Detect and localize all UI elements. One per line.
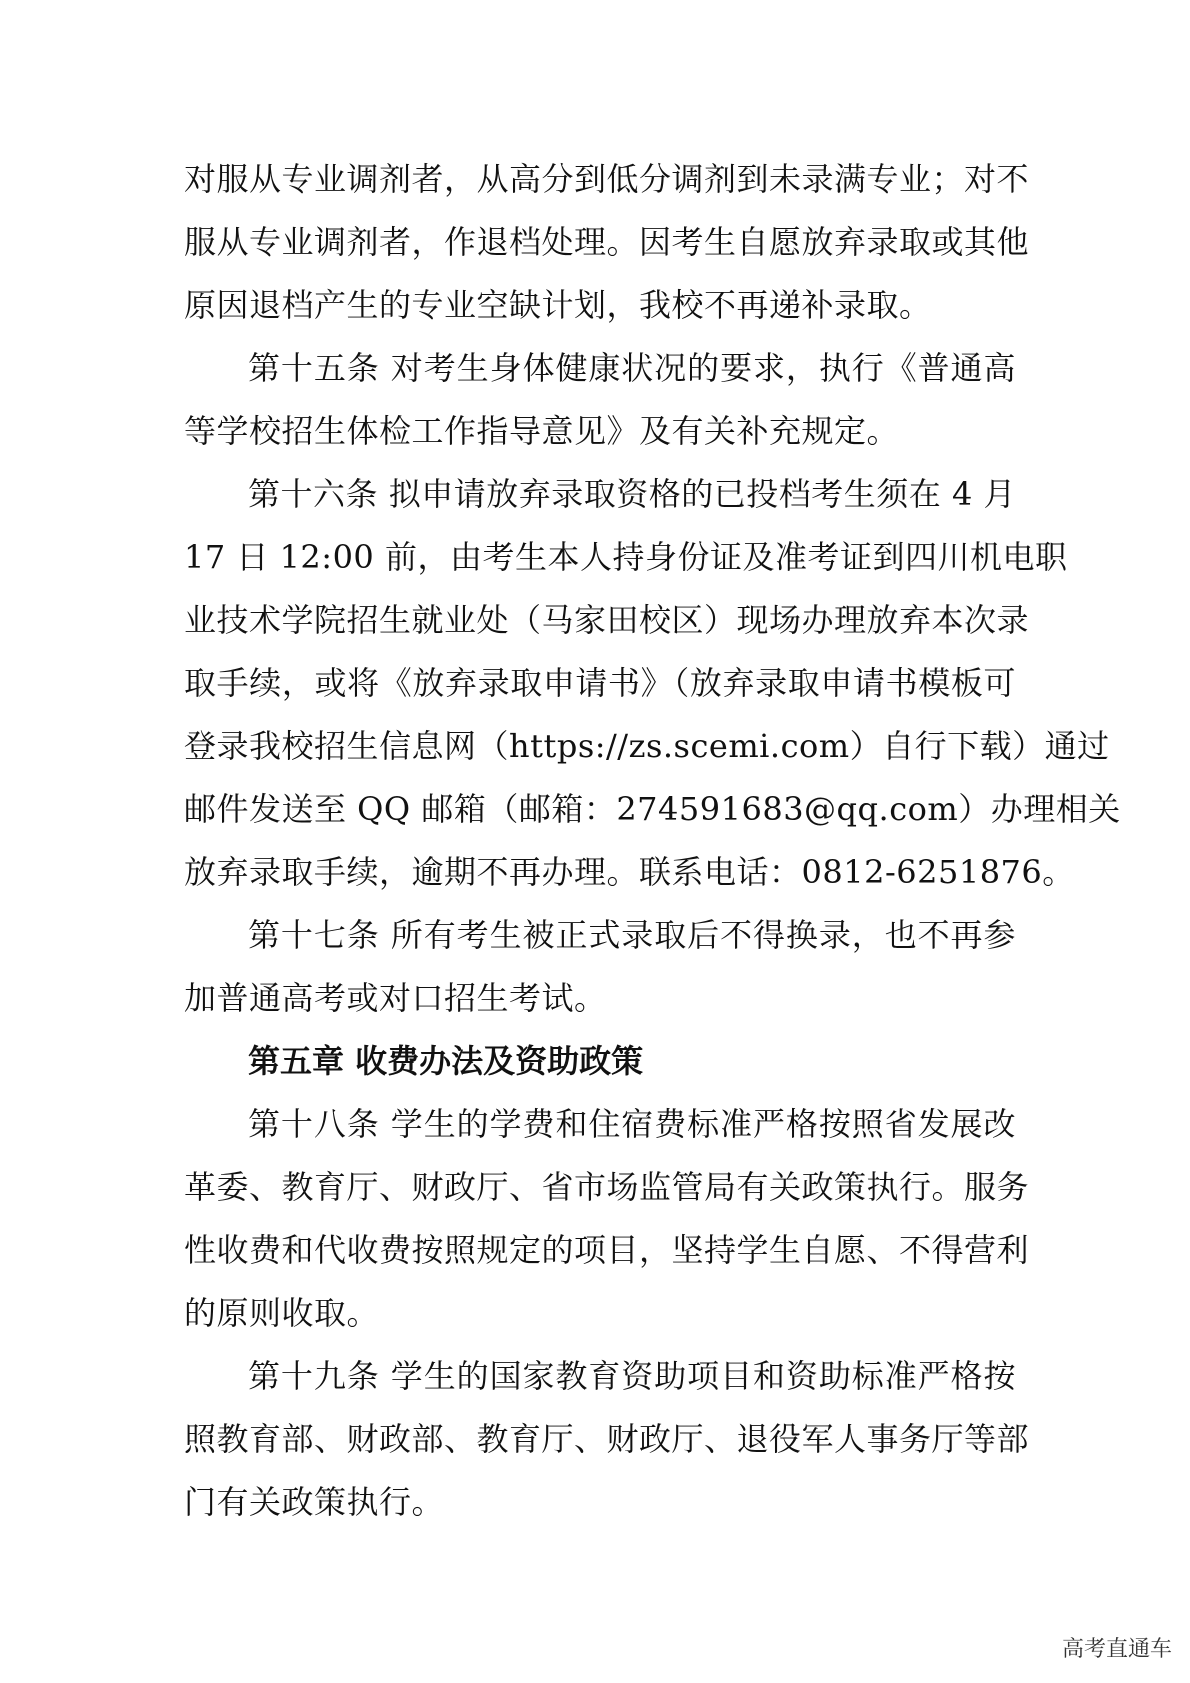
article-16-line: 业技术学院招生就业处（马家田校区）现场办理放弃本次录 (184, 601, 1030, 639)
article-19-line: 照教育部、财政部、教育厅、财政厅、退役军人事务厅等部 (184, 1420, 1030, 1458)
paragraph-line: 对服从专业调剂者，从高分到低分调剂到未录满专业；对不 (184, 160, 1030, 198)
paragraph-line: 服从专业调剂者，作退档处理。因考生自愿放弃录取或其他 (184, 223, 1030, 261)
article-15-line: 等学校招生体检工作指导意见》及有关补充规定。 (184, 412, 900, 450)
article-17-line: 加普通高考或对口招生考试。 (184, 979, 607, 1017)
article-17-line: 第十七条 所有考生被正式录取后不得换录，也不再参 (248, 916, 1016, 954)
paragraph-line: 原因退档产生的专业空缺计划，我校不再递补录取。 (184, 286, 932, 324)
article-16-line: 邮件发送至 QQ 邮箱（邮箱：274591683@qq.com）办理相关 (184, 790, 1121, 828)
article-19-line: 门有关政策执行。 (184, 1483, 445, 1521)
article-18-line: 的原则收取。 (184, 1294, 380, 1332)
chapter-heading: 第五章 收费办法及资助政策 (248, 1042, 644, 1080)
article-18-line: 性收费和代收费按照规定的项目，坚持学生自愿、不得营利 (184, 1231, 1030, 1269)
article-16-line: 17 日 12:00 前，由考生本人持身份证及准考证到四川机电职 (184, 538, 1068, 576)
article-16-line: 登录我校招生信息网（https://zs.scemi.com）自行下载）通过 (184, 727, 1110, 765)
document-page (184, 148, 1121, 1534)
article-16-line: 取手续，或将《放弃录取申请书》（放弃录取申请书模板可 (184, 664, 1016, 702)
article-18-line: 第十八条 学生的学费和住宿费标准严格按照省发展改 (248, 1105, 1016, 1143)
article-15-line: 第十五条 对考生身体健康状况的要求，执行《普通高 (248, 349, 1016, 387)
article-19-line: 第十九条 学生的国家教育资助项目和资助标准严格按 (248, 1357, 1016, 1395)
article-16-line: 第十六条 拟申请放弃录取资格的已投档考生须在 4 月 (248, 475, 1016, 513)
article-16-line: 放弃录取手续，逾期不再办理。联系电话：0812-6251876。 (184, 853, 1075, 891)
watermark: 高考直通车 (1061, 1637, 1172, 1662)
article-18-line: 革委、教育厅、财政厅、省市场监管局有关政策执行。服务 (184, 1168, 1030, 1206)
